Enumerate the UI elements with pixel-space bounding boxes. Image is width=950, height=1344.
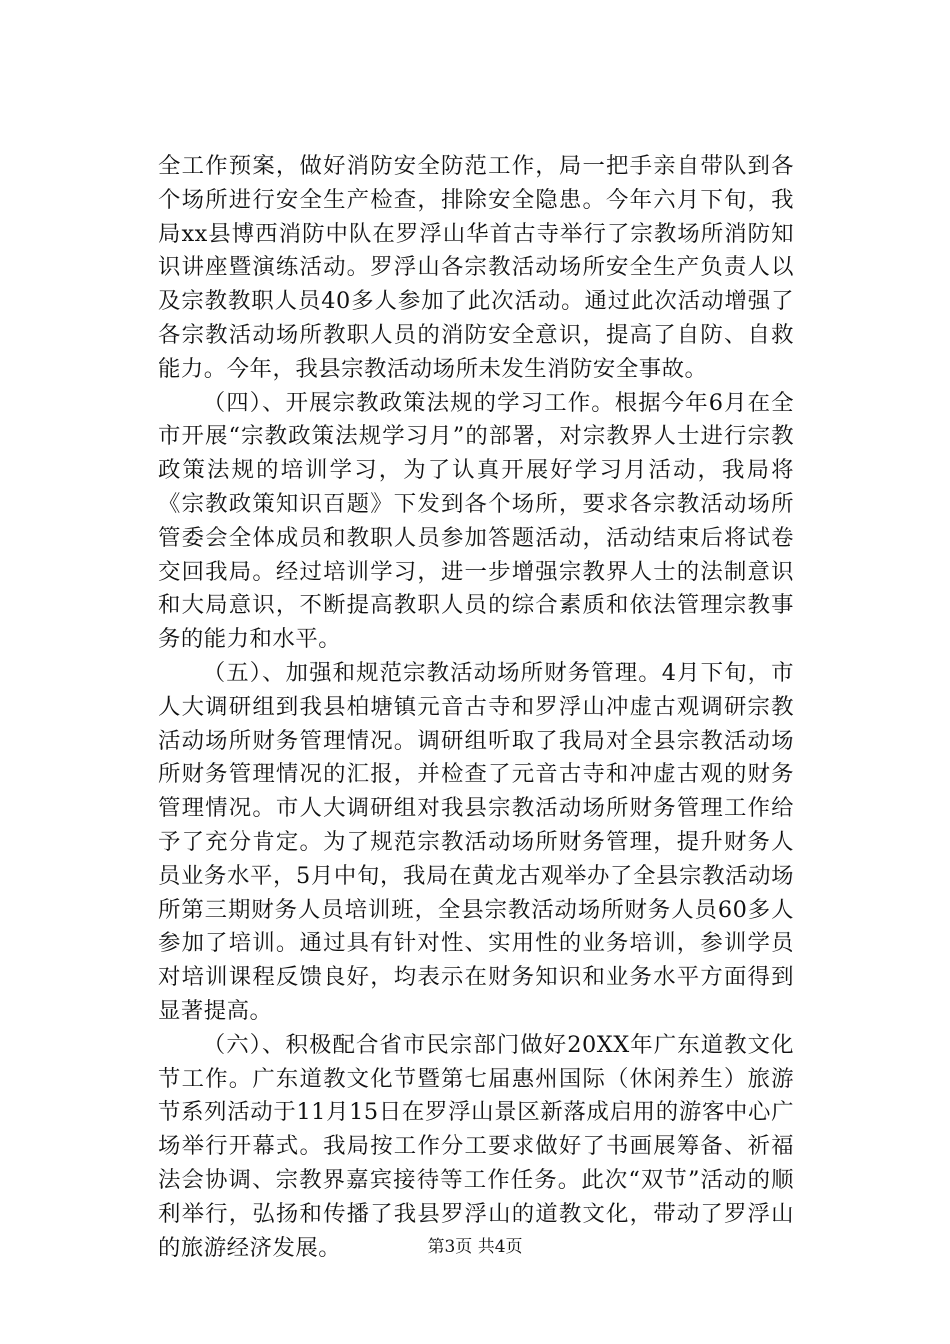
- page-number-footer: 第3页 共4页: [427, 1237, 523, 1257]
- paragraph-taoist-culture-festival: （六）、积极配合省市民宗部门做好20XX年广东道教文化节工作。广东道教文化节暨第七届惠州国际（休闲养生）旅游节系列活动于11月15日在罗浮山景区新落成启用的游客中心广场举行开幕式。我局按工作分工要求做好了书画展筹备、祈福法会协调、宗教界嘉宾接待等工作任务。此次“双节”活动的顺利举行，弘扬和传播了我县罗浮山的道教文化，带动了罗浮山的旅游经济发展。: [158, 1031, 794, 1261]
- paragraph-fire-safety: 全工作预案，做好消防安全防范工作，局一把手亲自带队到各个场所进行安全生产检查，排除安全隐患。今年六月下旬，我局xx县博西消防中队在罗浮山华首古寺举行了宗教场所消防知识讲座暨演练活动。罗浮山各宗教活动场所安全生产负责人以及宗教教职人员40多人参加了此次活动。通过此次活动增强了各宗教活动场所教职人员的消防安全意识，提高了自防、自救能力。今年，我县宗教活动场所未发生消防安全事故。: [158, 153, 794, 382]
- document-body: [158, 150, 794, 1265]
- paragraph-finance-management: （五）、加强和规范宗教活动场所财务管理。4月下旬，市人大调研组到我县柏塘镇元音古寺和罗浮山冲虚古观调研宗教活动场所财务管理情况。调研组听取了我局对全县宗教活动场所财务管理情况的汇报，并检查了元音古寺和冲虚古观的财务管理情况。市人大调研组对我县宗教活动场所财务管理工作给予了充分肯定。为了规范宗教活动场所财务管理，提升财务人员业务水平，5月中旬，我局在黄龙古观举办了全县宗教活动场所第三期财务人员培训班，全县宗教活动场所财务人员60多人参加了培训。通过具有针对性、实用性的业务培训，参训学员对培训课程反馈良好，均表示在财务知识和业务水平方面得到显著提高。: [158, 659, 794, 1024]
- paragraph-policy-study: （四）、开展宗教政策法规的学习工作。根据今年6月在全市开展“宗教政策法规学习月”的部署，对宗教界人士进行宗教政策法规的培训学习，为了认真开展好学习月活动，我局将《宗教政策知识百题》下发到各个场所，要求各宗教活动场所管委会全体成员和教职人员参加答题活动，活动结束后将试卷交回我局。经过培训学习，进一步增强宗教界人士的法制意识和大局意识，不断提高教职人员的综合素质和依法管理宗教事务的能力和水平。: [158, 389, 794, 653]
